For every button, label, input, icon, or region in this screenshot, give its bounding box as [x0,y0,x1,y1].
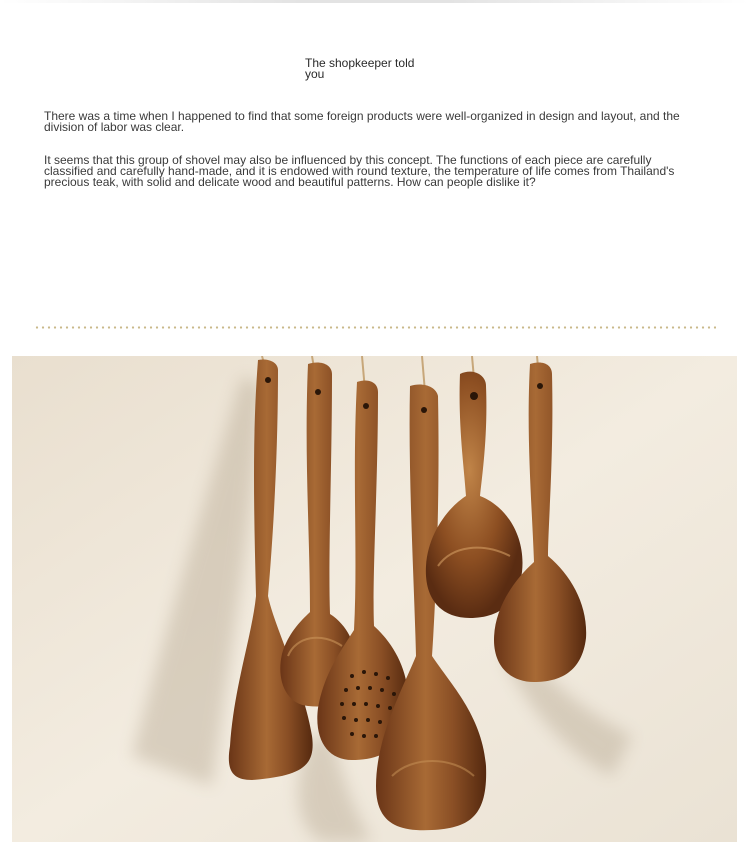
section-heading: The shopkeeper told you [305,56,415,81]
product-photo [12,356,737,842]
description-paragraph: It seems that this group of shovel may also be influenced by this concept. The functions of each piece are carefully classified and carefully hand-made, and it is endowed with round texture, the temperature of life comes from Thailand's precious teak, with solid and delicate wood and beautiful patterns. How can people dislike it? [44,153,675,189]
top-divider [0,0,749,3]
dotted-divider [34,326,716,329]
intro-paragraph: There was a time when I happened to find that some foreign products were well-organized in design and layout, and the division of labor was clear. [44,109,680,134]
